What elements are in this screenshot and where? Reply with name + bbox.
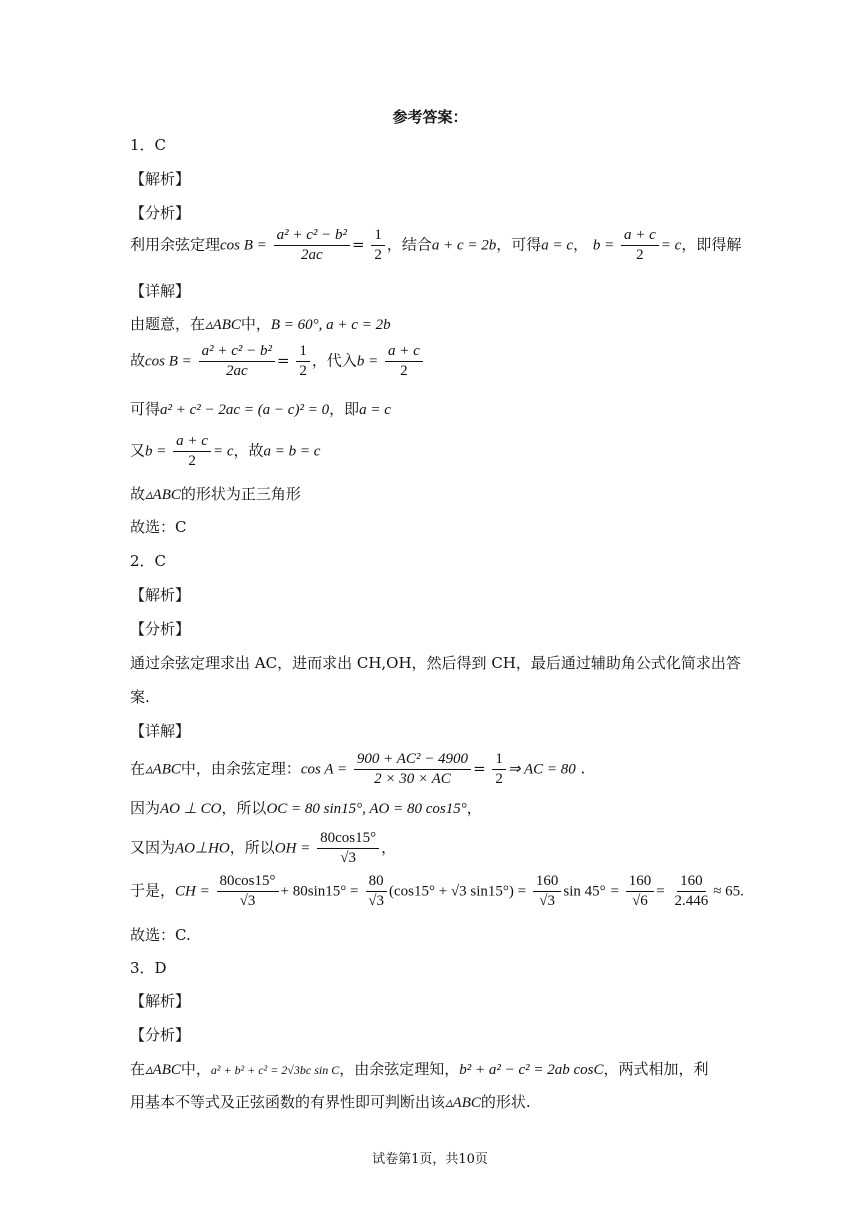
q1-choice: 故选：C <box>130 518 187 536</box>
formula: OH = <box>274 840 311 857</box>
text: ，可得 <box>496 235 542 254</box>
fraction <box>296 342 310 381</box>
formula: ▵ABC <box>445 1095 481 1111</box>
fraction <box>217 872 279 911</box>
text: 中，由余弦定理： <box>180 759 301 778</box>
q2-detail-4 <box>130 872 744 911</box>
denominator: 2 × 30 × AC <box>374 771 451 787</box>
q1-detail-1 <box>130 313 391 336</box>
q2-answer: 2．C <box>130 552 167 570</box>
formula: a + c = 2b <box>431 237 497 254</box>
denominator: √3 <box>340 850 356 866</box>
fraction <box>354 750 471 789</box>
text: ，故 <box>233 441 264 460</box>
denominator: √3 <box>239 893 256 909</box>
q1-fenxi-heading: 【分析】 <box>130 204 191 222</box>
q2-xiangjie-heading: 【详解】 <box>130 722 191 740</box>
q1-detail-3 <box>130 398 391 421</box>
text: 在 <box>130 1060 146 1078</box>
q1-answer: 1．C <box>130 136 167 154</box>
numerator: a² + c² − b² <box>199 342 275 362</box>
text: 又 <box>130 441 146 460</box>
text: ， <box>466 799 482 817</box>
text: 故 <box>130 351 146 370</box>
q2-jiexi-heading: 【解析】 <box>130 586 191 604</box>
text: ，两式相加，利 <box>603 1060 709 1078</box>
formula: OC = 80 sin15°, AO = 80 cos15° <box>266 801 467 817</box>
formula: B = 60°, a + c = 2b <box>270 317 391 333</box>
fraction <box>317 829 379 868</box>
text: ，所以 <box>221 799 267 817</box>
formula: ⇒ AC = 80 <box>507 761 576 778</box>
fraction <box>385 342 423 381</box>
q2-detail-3 <box>130 829 396 868</box>
formula: a² + c² − 2ac = (a − c)² = 0 <box>160 402 330 418</box>
formula: cos B = <box>145 353 192 370</box>
fraction <box>199 342 275 381</box>
q1-fenxi-line <box>130 226 741 265</box>
fraction <box>365 872 387 911</box>
numerator: a + c <box>621 226 659 246</box>
denominator: 2 <box>636 247 644 263</box>
text: ， <box>573 235 589 254</box>
numerator: 1 <box>371 226 385 246</box>
text: 的形状为正三角形 <box>180 485 301 503</box>
denominator: 2.446 <box>674 893 709 909</box>
text: 中， <box>180 1060 211 1078</box>
text: 用基本不等式及正弦函数的有界性即可判断出该 <box>130 1093 446 1111</box>
formula: a² + b² + c² = 2√3bc sin C <box>210 1063 340 1077</box>
formula: b = <box>356 353 379 370</box>
numerator: 80 <box>366 872 387 892</box>
formula: a = c <box>359 402 391 418</box>
text: ，即得解 <box>681 235 742 254</box>
formula: b = <box>145 443 167 460</box>
fraction <box>274 226 350 265</box>
denominator: 2ac <box>225 363 248 379</box>
q2-fenxi-heading: 【分析】 <box>130 620 191 638</box>
formula: b = <box>592 237 615 254</box>
denominator: 2 <box>299 363 307 379</box>
text: 中， <box>240 315 271 333</box>
formula: b² + a² − c² = 2ab cosC <box>459 1062 604 1078</box>
numerator: a² + c² − b² <box>274 226 350 246</box>
text: ，即 <box>329 400 360 418</box>
text: 在 <box>130 759 146 778</box>
numerator: 160 <box>533 872 562 892</box>
formula: ▵ABC <box>205 317 241 333</box>
text: 由题意，在 <box>130 315 206 333</box>
formula: (cos15° + √3 sin15°) = <box>388 883 527 900</box>
formula: = c <box>660 237 682 254</box>
formula: ▵ABC <box>145 487 181 503</box>
formula: = c <box>212 443 234 460</box>
text: ，由余弦定理知， <box>339 1060 460 1078</box>
formula: AO⊥HO <box>175 840 230 857</box>
formula: ▵ABC <box>145 1062 181 1078</box>
numerator: 80cos15° <box>217 872 279 892</box>
denominator: √6 <box>632 893 648 909</box>
q3-jiexi-heading: 【解析】 <box>130 992 191 1010</box>
formula: cos A = <box>300 761 348 778</box>
fraction <box>626 872 655 911</box>
q1-detail-5 <box>130 483 301 506</box>
numerator: 900 + AC² − 4900 <box>354 750 471 770</box>
formula: a = b = c <box>263 443 321 460</box>
fraction <box>173 432 211 471</box>
page-footer: 试卷第1页，共10页 <box>372 1152 488 1167</box>
denominator: √3 <box>539 893 555 909</box>
denominator: 2 <box>188 453 196 469</box>
q2-fenxi-line-2: 案. <box>130 688 150 706</box>
text: 于是， <box>130 881 176 900</box>
formula: CH = <box>175 883 210 900</box>
denominator: 2 <box>374 247 382 263</box>
q2-detail-2 <box>130 797 482 820</box>
text: 的形状. <box>480 1093 531 1111</box>
q3-fenxi-heading: 【分析】 <box>130 1026 191 1044</box>
formula: AO ⊥ CO <box>160 801 222 817</box>
numerator: a + c <box>173 432 211 452</box>
fraction <box>671 872 711 911</box>
numerator: 160 <box>677 872 706 892</box>
numerator: 1 <box>492 750 506 770</box>
denominator: 2 <box>400 363 408 379</box>
text: 又因为 <box>130 838 176 857</box>
denominator: 2ac <box>300 247 323 263</box>
formula: ▵ABC <box>145 761 181 778</box>
text: . <box>580 759 586 778</box>
numerator: 160 <box>626 872 655 892</box>
equals: = <box>351 235 365 254</box>
fraction <box>533 872 562 911</box>
formula: a = c <box>541 237 574 254</box>
formula: sin 45° <box>563 883 606 900</box>
formula: cos B = <box>220 237 267 254</box>
fraction <box>371 226 385 265</box>
numerator: a + c <box>385 342 423 362</box>
numerator: 1 <box>296 342 310 362</box>
equals: = <box>610 883 619 900</box>
text: 因为 <box>130 799 161 817</box>
denominator: 2 <box>495 771 503 787</box>
numerator: 80cos15° <box>317 829 379 849</box>
text: ，所以 <box>229 838 275 857</box>
q3-answer: 3．D <box>130 959 167 977</box>
text: ，结合 <box>386 235 432 254</box>
equals: = <box>656 883 665 900</box>
q3-fenxi-line-1 <box>130 1058 709 1081</box>
text: ，代入 <box>311 351 357 370</box>
q3-fenxi-line-2 <box>130 1091 531 1114</box>
fraction <box>621 226 659 265</box>
q2-fenxi-line-1: 通过余弦定理求出 AC，进而求出 CH,OH，然后得到 CH，最后通过辅助角公式化简求出答 <box>130 654 741 672</box>
denominator: √3 <box>368 893 384 909</box>
formula: ≈ 65. <box>713 883 744 900</box>
q1-xiangjie-heading: 【详解】 <box>130 282 191 300</box>
q2-detail-1 <box>130 750 585 789</box>
text: 故 <box>130 485 146 503</box>
equals: = <box>473 759 486 778</box>
fraction <box>492 750 506 789</box>
q1-detail-2 <box>130 342 425 381</box>
q2-choice: 故选：C. <box>130 926 191 944</box>
formula: + 80sin15° = <box>280 883 359 900</box>
equals: = <box>276 351 290 370</box>
text: 可得 <box>130 400 161 418</box>
text: 利用余弦定理 <box>130 235 221 254</box>
text: ， <box>381 838 397 857</box>
q1-detail-4 <box>130 432 320 471</box>
page-title: 参考答案： <box>392 108 468 126</box>
q1-jiexi-heading: 【解析】 <box>130 170 191 188</box>
